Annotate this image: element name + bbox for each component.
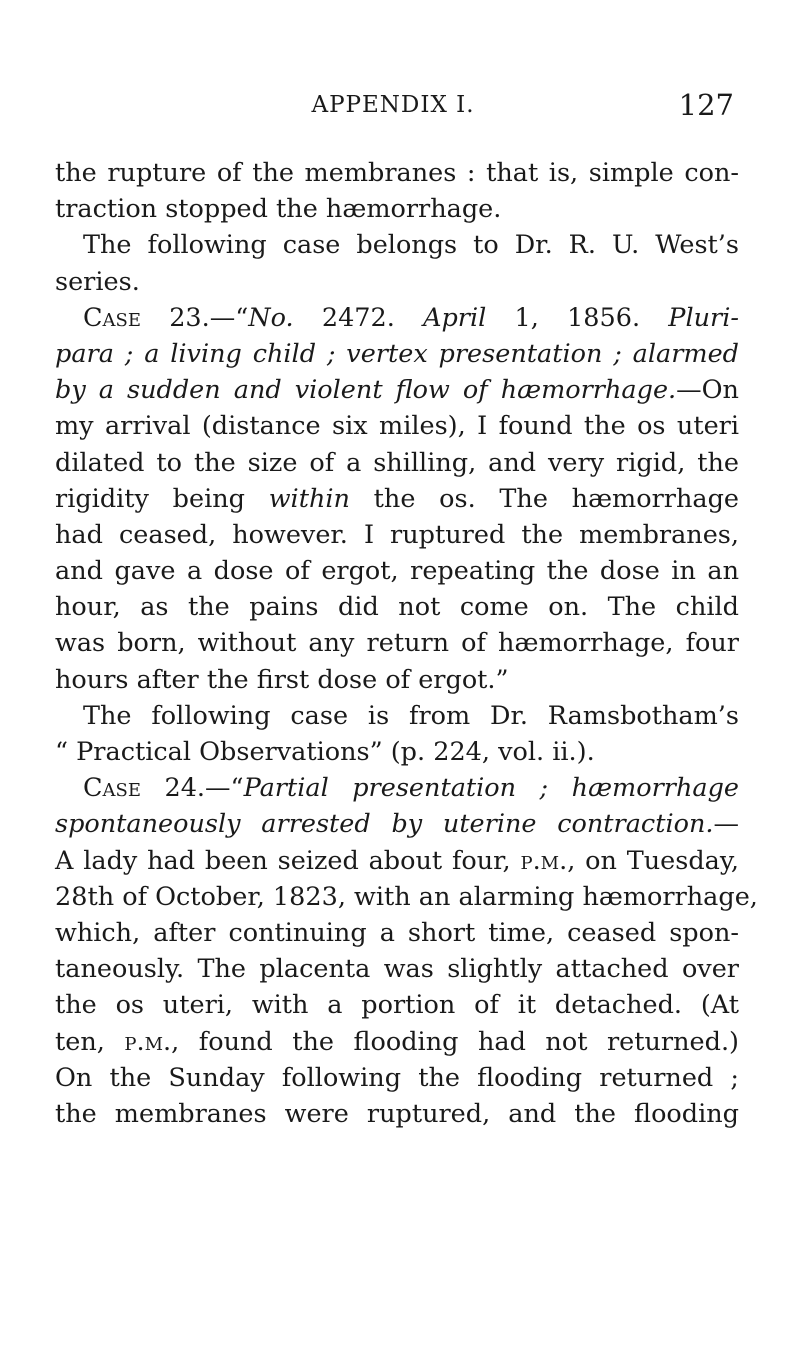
text-segment: spontaneously arrested by uterine contraction. xyxy=(55,809,714,840)
text-segment: 2472. xyxy=(293,302,424,333)
text-line xyxy=(55,879,758,915)
text-segment: ten, xyxy=(55,1026,125,1057)
text-line xyxy=(55,336,739,372)
text-line xyxy=(55,1060,739,1096)
text-segment: traction stopped the hæmorrhage. xyxy=(55,194,502,225)
text-segment: On the Sunday following the flooding returned ; xyxy=(55,1062,739,1093)
text-segment: the os. The hæmorrhage xyxy=(349,483,739,514)
text-line xyxy=(55,445,739,481)
text-segment: — xyxy=(713,809,739,840)
text-segment: taneously. The placenta was slightly attached over xyxy=(55,954,739,985)
text-segment: para ; a living child ; vertex presentation ; alarmed xyxy=(55,338,739,369)
text-line xyxy=(55,625,739,661)
text-segment: The following case is from Dr. Ramsbotham’s xyxy=(83,700,739,731)
text-segment: , on Tuesday, xyxy=(567,845,739,876)
text-segment: rigidity being xyxy=(55,483,269,514)
text-segment: 23.—“ xyxy=(140,302,249,333)
body-text xyxy=(55,155,758,1132)
text-line xyxy=(55,264,739,300)
text-line xyxy=(55,734,739,770)
text-segment: dilated to the size of a shilling, and very rigid, the xyxy=(55,447,739,478)
text-segment: hours after the first dose of ergot.” xyxy=(55,664,509,695)
text-segment: hour, as the pains did not come on. The child xyxy=(55,592,739,623)
text-segment: by a sudden and violent flow of hæmorrhage. xyxy=(55,375,677,406)
text-segment: Case xyxy=(83,302,141,333)
text-segment: —On xyxy=(676,375,739,406)
text-line xyxy=(55,481,739,517)
text-segment: A lady had been seized about four, xyxy=(55,845,521,876)
text-segment: p.m. xyxy=(124,1026,172,1057)
text-line xyxy=(55,227,739,263)
text-segment: No. xyxy=(248,302,294,333)
text-segment: Case xyxy=(83,773,141,804)
text-segment: was born, without any return of hæmorrhage, four xyxy=(55,628,739,659)
text-line xyxy=(55,155,739,191)
text-line xyxy=(55,698,739,734)
text-segment: which, after continuing a short time, ceased spon- xyxy=(55,917,739,948)
text-segment: 1, 1856. xyxy=(486,302,669,333)
text-segment: 24.—“ xyxy=(140,773,244,804)
text-segment: and gave a dose of ergot, repeating the dose in an xyxy=(55,556,739,587)
text-line xyxy=(55,553,739,589)
text-segment: p.m. xyxy=(520,845,568,876)
text-line xyxy=(55,408,739,444)
text-line xyxy=(55,589,739,625)
text-segment: April xyxy=(423,302,487,333)
text-segment: my arrival (distance six miles), I found the os uteri xyxy=(55,411,739,442)
running-title: APPENDIX I. xyxy=(311,92,475,118)
text-line xyxy=(55,770,739,806)
text-line xyxy=(55,806,739,842)
text-line xyxy=(55,915,739,951)
text-line xyxy=(55,1096,739,1132)
text-segment: “ Practical Observations” (p. 224, vol. ii.). xyxy=(55,737,595,767)
text-segment: , found the flooding had not returned.) xyxy=(171,1026,739,1057)
text-segment: The following case belongs to Dr. R. U. West’s xyxy=(83,230,739,261)
text-line xyxy=(55,843,739,879)
text-line xyxy=(55,1024,739,1060)
text-line xyxy=(55,987,739,1023)
text-segment: Partial presentation ; hæmorrhage xyxy=(243,773,739,804)
text-segment: 28th of October, 1823, with an alarming hæmorrhage, xyxy=(55,881,758,912)
text-segment: Pluri- xyxy=(668,302,739,333)
text-segment: the rupture of the membranes : that is, simple con- xyxy=(55,158,739,188)
text-line xyxy=(55,372,739,408)
text-segment: series. xyxy=(55,266,140,297)
text-line xyxy=(55,517,739,553)
text-segment: the os uteri, with a portion of it detached. (At xyxy=(55,990,739,1021)
text-line xyxy=(55,300,739,336)
running-head xyxy=(0,88,801,132)
text-line xyxy=(55,191,739,227)
text-segment: had ceased, however. I ruptured the membranes, xyxy=(55,519,739,550)
text-line xyxy=(55,951,739,987)
page-number: 127 xyxy=(678,88,734,122)
text-segment: the membranes were ruptured, and the flooding xyxy=(55,1098,739,1129)
text-line xyxy=(55,662,739,698)
text-segment: within xyxy=(268,483,350,514)
